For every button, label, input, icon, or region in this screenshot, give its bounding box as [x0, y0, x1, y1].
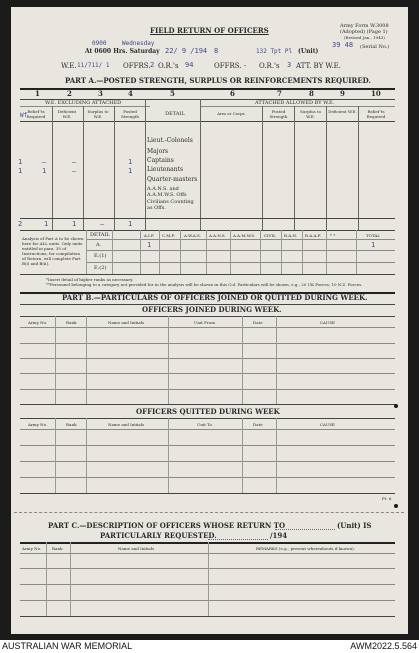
- col-num-7: 7: [277, 89, 282, 98]
- col-num-4: 4: [128, 89, 133, 98]
- joined-col-date: Date: [253, 320, 263, 325]
- part-a-rule: [20, 88, 395, 90]
- analysis-col-aif: A.I.F.: [144, 233, 155, 238]
- analysis-row-e2: E.(2): [94, 265, 107, 271]
- head-posted-right: Posted Strength: [269, 109, 288, 119]
- hand-we: 11/711/ 1: [77, 62, 110, 69]
- joined-title: OFFICERS JOINED DURING WEEK.: [142, 305, 282, 314]
- analysis-col-aans: A.A.N.S.: [209, 233, 226, 238]
- col-num-1: 1: [35, 89, 40, 98]
- col-num-10: 10: [371, 89, 381, 98]
- hand-ors: 94: [185, 61, 194, 69]
- part-c-col-remarks: REMARKS (e.g., present whereabouts if known).: [256, 546, 355, 551]
- detail-majors: Majors: [147, 148, 169, 155]
- detail-captains: Captains: [147, 157, 174, 164]
- analysis-col-raaf: R.A.A.F.: [305, 233, 322, 238]
- cut-line: [14, 512, 404, 513]
- hand-year-digit: 8: [214, 47, 219, 55]
- analysis-note-1: *Insert detail of higher ranks as necessary.: [46, 277, 134, 282]
- part-c-title-1: PART C.—DESCRIPTION OF OFFICERS WHOSE RETURN TO: [48, 521, 286, 530]
- part-c-col-rank: Rank: [52, 546, 63, 551]
- head-deficient-right: Deficient W.E.: [328, 109, 357, 114]
- head-surplus-left: Surplus to W.E.: [87, 109, 109, 119]
- hand-r2-c3: –: [72, 167, 77, 175]
- analysis-row-a: A.: [96, 242, 102, 248]
- hand-date: 22/ 9 /194: [165, 47, 208, 55]
- joined-col-unit-from: Unit From: [194, 320, 215, 325]
- offrs-label: OFFRS.: [123, 62, 151, 70]
- analysis-col-aamws: A.A.M.W.S.: [233, 233, 256, 238]
- col-num-9: 9: [340, 89, 345, 98]
- form-title: FIELD RETURN OF OFFICERS: [150, 26, 269, 35]
- serial-label: (Serial No.): [360, 44, 390, 50]
- quitted-col-cause: CAUSE: [320, 422, 335, 427]
- hand-day: Wednesday: [122, 40, 155, 47]
- hand-serial: 39 48: [332, 41, 354, 49]
- hand-total-c1: 2: [18, 220, 23, 228]
- punch-hole: [394, 504, 398, 508]
- quitted-col-name: Name and Initials: [108, 422, 145, 427]
- joined-col-cause: CAUSE: [320, 320, 335, 325]
- hand-analysis-total: 1: [371, 241, 376, 249]
- attached-allowed-heading: ATTACHED ALLOWED BY W.E.: [255, 100, 335, 106]
- part-c-title-2: PARTICULARLY REQUESTED.: [100, 531, 217, 540]
- analysis-row-e1: E.(1): [94, 253, 107, 259]
- head-posted-left: Posted Strength: [121, 109, 139, 119]
- joined-col-name: Name and Initials: [108, 320, 145, 325]
- hand-r1-c3: –: [72, 158, 77, 166]
- form-id-line-2: (Adopted) (Page 1): [340, 29, 388, 35]
- hand-total-c3: 1: [72, 220, 77, 228]
- analysis-col-cmf: C.M.F.: [162, 233, 175, 238]
- hand-unit: 132 Tpt Pl: [256, 48, 293, 55]
- part-a-title: PART A.—POSTED STRENGTH, SURPLUS OR REINFORCEMENTS REQUIRED.: [65, 76, 371, 85]
- punch-hole: [394, 404, 398, 408]
- detail-lieut-colonels: Lieut.-Colonels: [147, 137, 193, 144]
- part-c-year: /194: [270, 531, 288, 540]
- analysis-note-2: **Personnel belonging to a category not provided for in the analysis will be shown in this Col. Particulars will be shown, e.g., 20 UK Forces; 10 N.Z. Forces.: [46, 282, 363, 287]
- head-detail: DETAIL: [165, 111, 185, 117]
- att-label: ATT. BY W.E.: [296, 62, 341, 70]
- analysis-col-other: * *: [330, 233, 336, 238]
- hand-total-c2: 1: [44, 220, 49, 228]
- part-c-col-name: Name and Initials: [118, 546, 155, 551]
- detail-civilians: Civilians Counting as Offs.: [147, 199, 194, 211]
- analysis-col-awas: A.W.A.S.: [184, 233, 201, 238]
- unit-label: (Unit): [298, 48, 319, 55]
- joined-col-rank: Rank: [66, 320, 77, 325]
- hand-r1-c1: 1: [18, 158, 23, 166]
- footer-institution: AUSTRALIAN WAR MEMORIAL: [2, 641, 133, 651]
- head-deficient-left: Deficient W.E.: [57, 109, 77, 119]
- page-ref: Pt. 6: [382, 496, 392, 501]
- we-excluding-heading: W.E. EXCLUDING ATTACHED: [45, 100, 122, 106]
- quitted-col-rank: Rank: [66, 422, 77, 427]
- hand-ors2: 3: [287, 61, 292, 69]
- hand-r1-c2: –: [42, 158, 47, 166]
- analysis-col-ran: R.A.N.: [284, 233, 297, 238]
- detail-quarter-masters: Quarter-masters: [147, 176, 198, 183]
- col-num-6: 6: [230, 89, 235, 98]
- head-surplus-right: Surplus to W.E.: [300, 109, 321, 119]
- form-id-line-3: (Revised Jan., 1943): [344, 35, 385, 40]
- col-num-5: 5: [170, 89, 175, 98]
- col-num-2: 2: [67, 89, 72, 98]
- quitted-col-unit-to: Unit To: [197, 422, 212, 427]
- ors-label: O.R.'s: [158, 62, 179, 70]
- analysis-detail-label: DETAIL: [90, 232, 110, 238]
- head-arm-corps: Arm or Corps: [217, 111, 245, 116]
- part-c-unit-is: (Unit) IS: [337, 521, 372, 530]
- footer-accession-number: AWM2022.5.564: [350, 641, 417, 651]
- analysis-text: Analysis of Part A to be shown here for ALL units. Only units entitled in para. 35 of Instructions, for compilation of Return, will complete Part B(i) and B(ii).: [22, 236, 84, 266]
- quitted-col-army-no: Army No.: [28, 422, 48, 427]
- quitted-title: OFFICERS QUITTED DURING WEEK: [136, 407, 280, 416]
- form-id-line-1: Army Form W.3008: [340, 23, 389, 29]
- detail-lieutenants: Lieutenants: [147, 166, 184, 173]
- part-b-title: PART B.—PARTICULARS OF OFFICERS JOINED OR QUITTED DURING WEEK.: [62, 293, 368, 302]
- col-num-8: 8: [309, 89, 314, 98]
- hand-total-c3b: –: [100, 220, 105, 228]
- hand-total-c4: 1: [128, 220, 133, 228]
- head-reliefts-right: Relief’ts Required: [366, 109, 386, 119]
- we-label: W.E.: [61, 62, 77, 70]
- archive-footer: [0, 640, 419, 653]
- detail-aans: A.A.N.S. and A.A.M.W.S. Offs: [147, 186, 187, 198]
- hand-offrs: 2: [150, 61, 155, 69]
- col-num-3: 3: [98, 89, 103, 98]
- head-reliefts-left: Relief’ts Required: [26, 109, 46, 119]
- hand-analysis-aif: 1: [147, 241, 152, 249]
- ors2-label: O.R.'s: [259, 62, 280, 70]
- hand-wf: Wf: [20, 112, 28, 119]
- quitted-col-date: Date: [253, 422, 263, 427]
- offrs2-label: OFFRS. -: [214, 62, 247, 70]
- hand-r2-c1: 1: [18, 167, 23, 175]
- hand-time: 0900: [92, 40, 107, 47]
- at-label: At 0600 Hrs. Saturday: [85, 48, 160, 55]
- hand-r1-c4: 1: [128, 158, 133, 166]
- joined-col-army-no: Army No.: [28, 320, 48, 325]
- hand-r2-c4: 1: [128, 167, 133, 175]
- analysis-col-total: TOTAL: [366, 233, 380, 238]
- hand-r2-c2: 1: [42, 167, 47, 175]
- analysis-col-civil: CIVIL: [264, 233, 276, 238]
- part-c-col-army-no: Army No.: [22, 546, 42, 551]
